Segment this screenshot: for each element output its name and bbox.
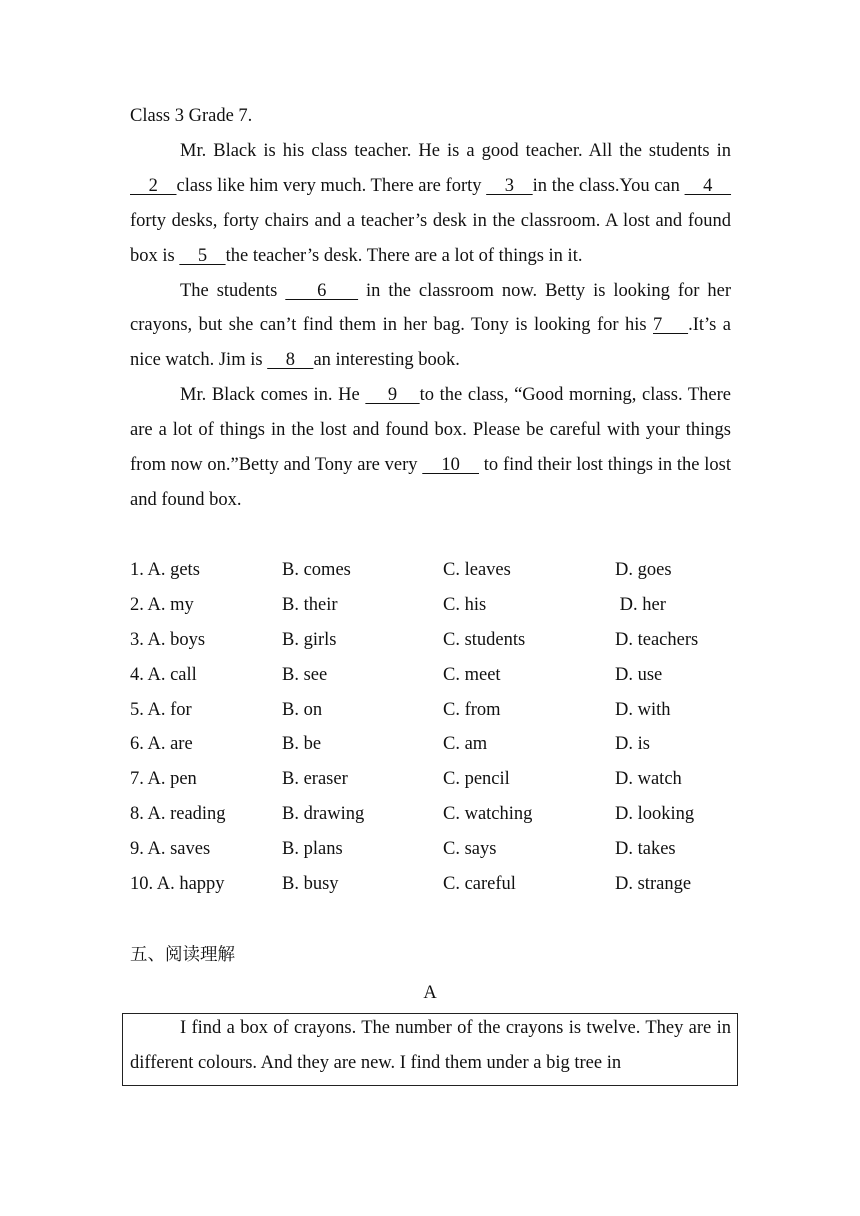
passage-paragraph-1	[130, 134, 731, 274]
text: .It’s a nice watch. Jim is	[130, 315, 731, 371]
option-b: B. comes	[282, 560, 351, 580]
option-c: C. pencil	[443, 769, 510, 790]
passage-paragraph-3	[130, 378, 731, 518]
blank-10: 10	[422, 455, 479, 476]
text: The students	[180, 280, 286, 301]
option-row-9	[130, 832, 750, 867]
option-c: C. from	[443, 699, 501, 720]
option-d: D. watch	[615, 769, 682, 790]
passage-subtitle: A	[423, 983, 437, 1003]
option-row-1	[130, 553, 750, 588]
option-c: C. am	[443, 734, 488, 755]
section-title: 五、阅读理解	[130, 945, 235, 965]
option-row-5	[130, 693, 750, 728]
blank-6: 6	[285, 280, 359, 301]
option-a: 1. A. gets	[130, 560, 200, 580]
option-row-3	[130, 623, 750, 658]
option-d: D. strange	[615, 874, 692, 895]
blank-8: 8	[267, 350, 314, 371]
option-b: B. plans	[282, 839, 343, 860]
text: an interesting book.	[313, 350, 460, 371]
option-b: B. drawing	[282, 804, 365, 825]
blank-4: 4	[684, 175, 732, 196]
reading-passage-text: I find a box of crayons. The number of the crayons is twelve. They are in different colours. And they are new. I find them under a big tree in	[130, 1018, 731, 1073]
option-a: 7. A. pen	[130, 769, 197, 790]
passage-paragraph-2	[130, 274, 731, 379]
option-b: B. see	[282, 664, 328, 685]
option-c: C. careful	[443, 874, 516, 895]
option-c: C. students	[443, 629, 526, 650]
option-d: D. is	[615, 734, 650, 755]
option-b: B. eraser	[282, 769, 348, 790]
reading-passage-box	[122, 1013, 738, 1086]
option-c: C. leaves	[443, 560, 511, 580]
option-d: D. use	[615, 664, 663, 685]
text: in the classroom now. Betty is looking for her crayons, but she can’t find them in her bag. Tony is looking for his	[130, 280, 732, 336]
text: Mr. Black is his class teacher. He is a good teacher. All the students in	[180, 140, 731, 161]
option-a: 10. A. happy	[130, 874, 225, 895]
blank-2: 2	[130, 175, 177, 196]
option-d: D. her	[615, 594, 666, 615]
option-d: D. takes	[615, 839, 676, 860]
option-row-8	[130, 797, 750, 832]
option-d: D. teachers	[615, 629, 699, 650]
option-row-7	[130, 762, 750, 797]
blank-5: 5	[179, 245, 226, 266]
option-c: C. his	[443, 594, 487, 615]
cloze-passage	[130, 99, 731, 518]
option-d: D. looking	[615, 804, 695, 825]
option-a: 3. A. boys	[130, 629, 206, 650]
text: class like him very much. There are forty	[176, 175, 487, 196]
blank-7: 7	[653, 315, 689, 336]
option-c: C. meet	[443, 664, 501, 685]
option-b: B. girls	[282, 629, 337, 650]
option-c: C. says	[443, 839, 497, 860]
option-a: 4. A. call	[130, 664, 197, 685]
option-a: 8. A. reading	[130, 804, 226, 825]
text: in the class.You can	[532, 175, 685, 196]
text: Mr. Black comes in. He	[180, 385, 366, 406]
option-d: D. goes	[615, 560, 672, 580]
option-row-6	[130, 727, 750, 762]
answer-options	[130, 553, 750, 902]
option-b: B. on	[282, 699, 323, 720]
text: to find their lost things in the lost and found box.	[130, 455, 731, 510]
option-c: C. watching	[443, 804, 533, 825]
option-row-10	[130, 867, 750, 902]
option-d: D. with	[615, 699, 671, 720]
option-a: 2. A. my	[130, 594, 194, 615]
option-b: B. be	[282, 734, 322, 755]
blank-9: 9	[365, 385, 420, 406]
option-row-2	[130, 588, 750, 623]
option-a: 6. A. are	[130, 734, 193, 755]
text: the teacher’s desk. There are a lot of things in it.	[225, 245, 583, 266]
passage-line-class: Class 3 Grade 7.	[130, 106, 253, 126]
option-a: 5. A. for	[130, 699, 192, 720]
blank-3: 3	[486, 175, 533, 196]
option-row-4	[130, 658, 750, 693]
option-a: 9. A. saves	[130, 839, 211, 860]
text: to the class, “Good morning, class. There are a lot of things in the lost and found box. Please be careful with your things from now on.”Betty and Tony are very	[130, 385, 732, 476]
text: forty desks, forty chairs and a teacher’s desk in the classroom. A lost and found box is	[130, 210, 731, 266]
option-b: B. their	[282, 594, 338, 615]
option-b: B. busy	[282, 874, 339, 895]
